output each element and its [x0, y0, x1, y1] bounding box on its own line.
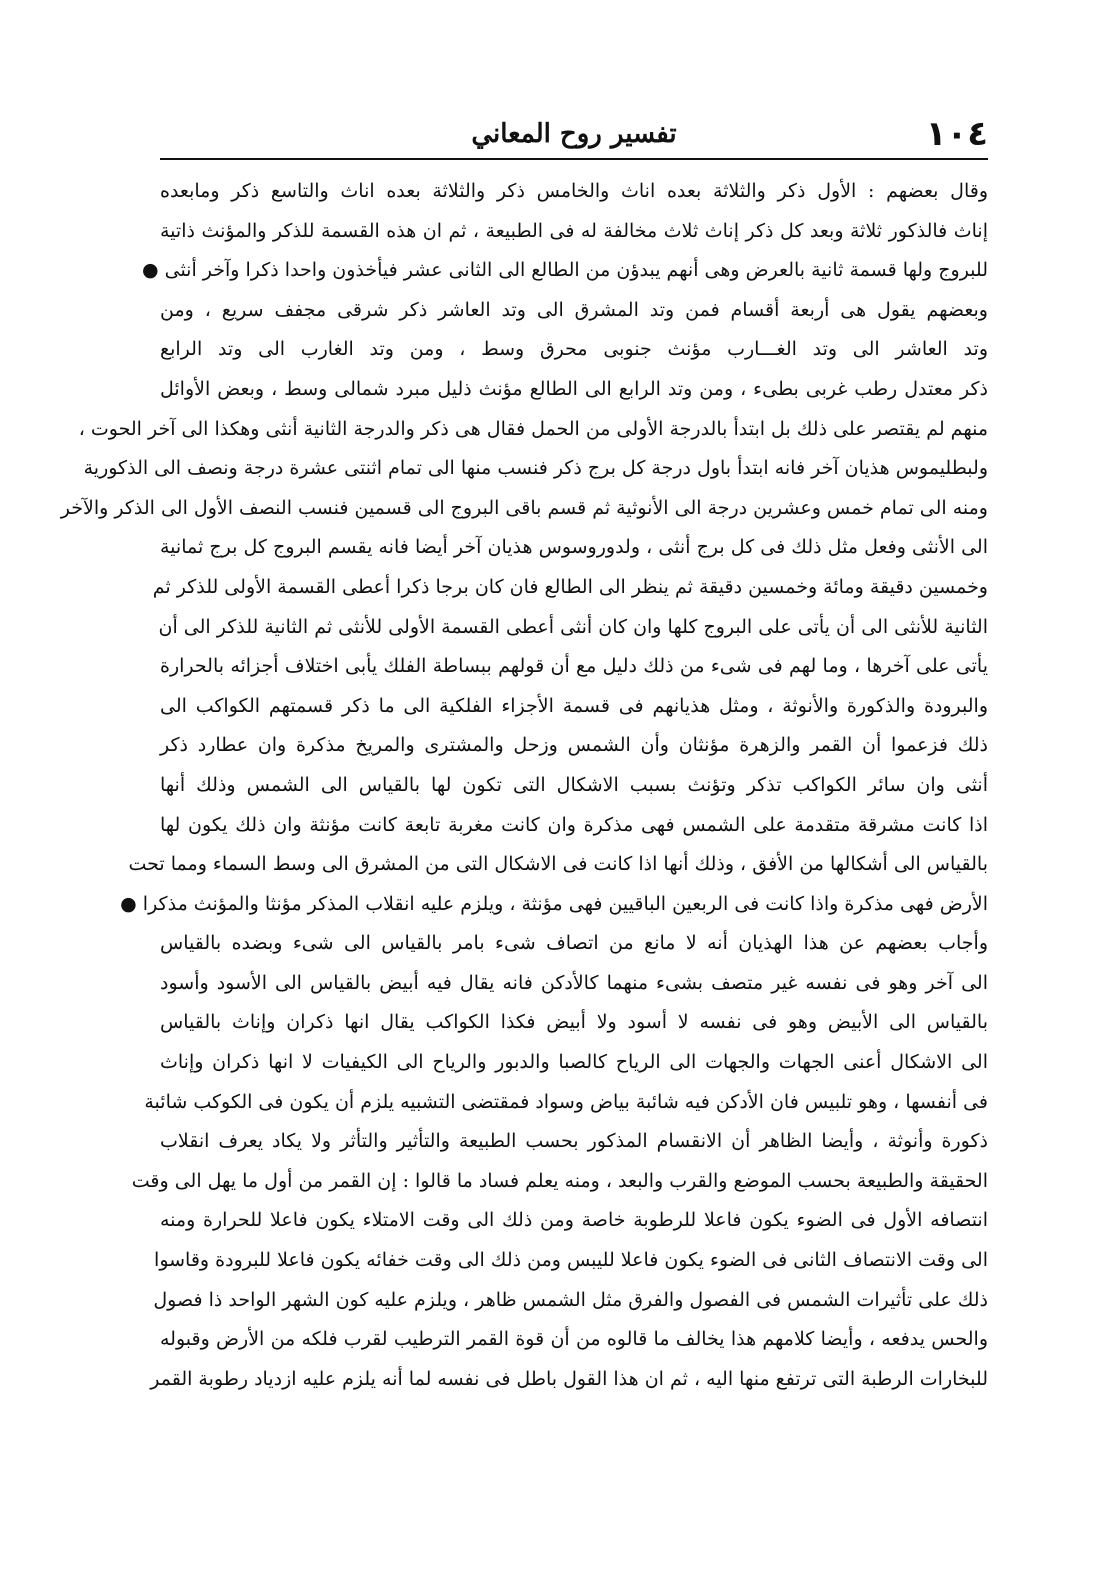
text-line: الى الأنثى وفعل مثل ذلك فى كل برج أنثى ، ولدوروسوس هذيان آخر أيضا فانه يقسم البروج كل برج ثمانية	[160, 536, 988, 559]
text-line: بالقياس الى الأبيض وهو فى نفسه لا أسود ولا أبيض فكذا الكواكب يقال انها ذكران وإناث بالقياس	[160, 1011, 988, 1034]
text-line: الثانية للأنثى الى أن يأتى على البروج كلها وان كان أنثى أعطى القسمة الأولى للأنثى ثم الثانية للذكر الى أن	[158, 615, 988, 638]
text-line: منهم لم يقتصر على ذلك بل ابتدأ بالدرجة الأولى من الحمل فقال هى ذكر والدرجة الثانية أنثى وهكذا الى آخر الحوت ،	[78, 417, 988, 440]
text-line: ذلك على تأثيرات الشمس فى الفصول والفرق مثل الشمس ظاهر ، ويلزم عليه كون الشهر الواحد ذا فصول	[153, 1288, 988, 1311]
text-line: وأجاب بعضهم عن هذا الهذيان أنه لا مانع من اتصاف شىء بامر بالقياس الى شىء وبضده بالقياس	[160, 932, 988, 955]
text-line: الى الاشكال أعنى الجهات والجهات الى الرياح كالصبا والدبور والرياح الى الكيفيات لا انها ذكران وإناث	[160, 1051, 988, 1074]
text-line: ذكورة وأنوثة ، وأيضا الظاهر أن الانقسام المذكور بحسب الطبيعة والتأثير والتأثر ولا يكاد يعرف انقلاب	[160, 1130, 988, 1153]
text-line: انتصافه الأول فى الضوء يكون فاعلا للرطوبة خاصة ومن ذلك الى وقت الامتلاء يكون فاعلا للحرارة ومنه	[160, 1209, 988, 1232]
text-line: للبخارات الرطبة التى ترتفع منها اليه ، ثم ان هذا القول باطل فى نفسه لما أنه يلزم عليه ازدياد رطوبة القمر	[150, 1367, 988, 1390]
running-title: تفسير روح المعاني	[471, 119, 677, 149]
text-line: وقال بعضهم : الأول ذكر والثلاثة بعده اناث والخامس ذكر والثلاثة بعده اناث والتاسع ذكر ومابعده	[160, 180, 988, 202]
page-header	[160, 114, 988, 158]
text-line: وبعضهم يقول هى أربعة أقسام فمن وتد المشرق الى وتد العاشر ذكر شرقى مجفف سريع ، ومن	[160, 298, 988, 321]
text-line: بالقياس الى أشكالها من الأفق ، وذلك أنها اذا كانت فى الاشكال التى من المشرق الى وسط السماء ومما تحت	[128, 853, 988, 876]
text-line: فى أنفسها ، وهو تلبيس فان الأدكن فيه شائبة بياض وسواد فمقتضى التشبيه يلزم أن يكون فى الكوكب شائبة	[144, 1090, 988, 1113]
text-line: أنثى وان سائر الكواكب تذكر وتؤنث بسبب الاشكال التى تكون لها بالقياس الى الشمس وذلك أنها	[160, 773, 988, 796]
text-line: اذا كانت مشرقة متقدمة على الشمس فهى مذكرة وان كانت مغربة تابعة كانت مؤنثة وان ذلك يكون لها	[160, 813, 988, 836]
text-line: ذكر معتدل رطب غربى بطىء ، ومن وتد الرابع الى الطالع مؤنث ذليل مبرد شمالى وسط ، وبعض الأوائل	[160, 377, 988, 400]
text-line: والبرودة والذكورة والأنوثة ، ومثل هذيانهم فى قسمة الأجزاء الفلكية الى ما ذكر قسمتهم الكواكب الى	[160, 694, 988, 717]
text-line: يأتى على آخرها ، وما لهم فى شىء من ذلك دليل مع أن قولهم ببساطة الفلك يأبى اختلاف أجزائه بالحرارة	[160, 655, 988, 678]
text-line: وتد العاشر الى وتد الغـــارب مؤنث جنوبى محرق وسط ، ومن وتد الغارب الى وتد الرابع	[160, 338, 988, 361]
text-line: وخمسين دقيقة ومائة وخمسين دقيقة ثم ينظر الى الطالع فان كان برجا ذكرا أعطى القسمة الأولى للذكر ثم	[152, 575, 988, 598]
text-line: الحقيقة والطبيعة بحسب الموضع والقرب والبعد ، ومنه يعلم فساد ما قالوا : إن القمر من أول ما يهل الى وقت	[131, 1169, 988, 1192]
text-line: الى آخر وهو فى نفسه غير متصف بشىء منهما كالأدكن فانه يقال فيه أبيض بالقياس الى الأسود وأسود	[160, 971, 988, 994]
header-rule	[160, 158, 988, 160]
text-line: والحس يدفعه ، وأيضا كلامهم هذا يخالف ما قالوه من أن قوة القمر الترطيب لقرب فلكه من الأرض وقبوله	[160, 1328, 988, 1351]
text-line: للبروج ولها قسمة ثانية بالعرض وهى أنهم يبدؤن من الطالع الى الثانى عشر فيأخذون واحدا ذكرا وآخر أنثى ●	[141, 259, 988, 282]
text-line: ولبطليموس هذيان آخر فانه ابتدأ باول درجة كل برج ذكر فنسب منها الى تمام اثنتى عشرة درجة ونصف الى الذكورية	[83, 457, 988, 480]
body-text	[60, 172, 988, 1399]
text-line: الى وقت الانتصاف الثانى فى الضوء يكون فاعلا لليبس ومن ذلك الى وقت خفائه يكون فاعلا للبرودة وقاسوا	[154, 1249, 988, 1272]
page-number: ١٠٤	[925, 114, 988, 154]
text-line: إناث فالذكور ثلاثة وبعد كل ذكر إناث ثلاث مخالفة له فى الطبيعة ، ثم ان هذه القسمة للذكر والمؤنث ذاتية	[160, 219, 988, 242]
text-line: ذلك فزعموا أن القمر والزهرة مؤنثان وأن الشمس وزحل والمشترى والمريخ مذكرة وان عطارد ذكر	[160, 734, 988, 757]
text-line: ومنه الى تمام خمس وعشرين درجة الى الأنوثية ثم قسم باقى البروج الى قسمين فنسب النصف الأول الى الذكر والآخر	[60, 496, 988, 519]
text-line: الأرض فهى مذكرة واذا كانت فى الربعين الباقيين فهى مؤنثة ، ويلزم عليه انقلاب المذكر مؤنثا والمؤنث مذكرا ●	[120, 892, 988, 915]
